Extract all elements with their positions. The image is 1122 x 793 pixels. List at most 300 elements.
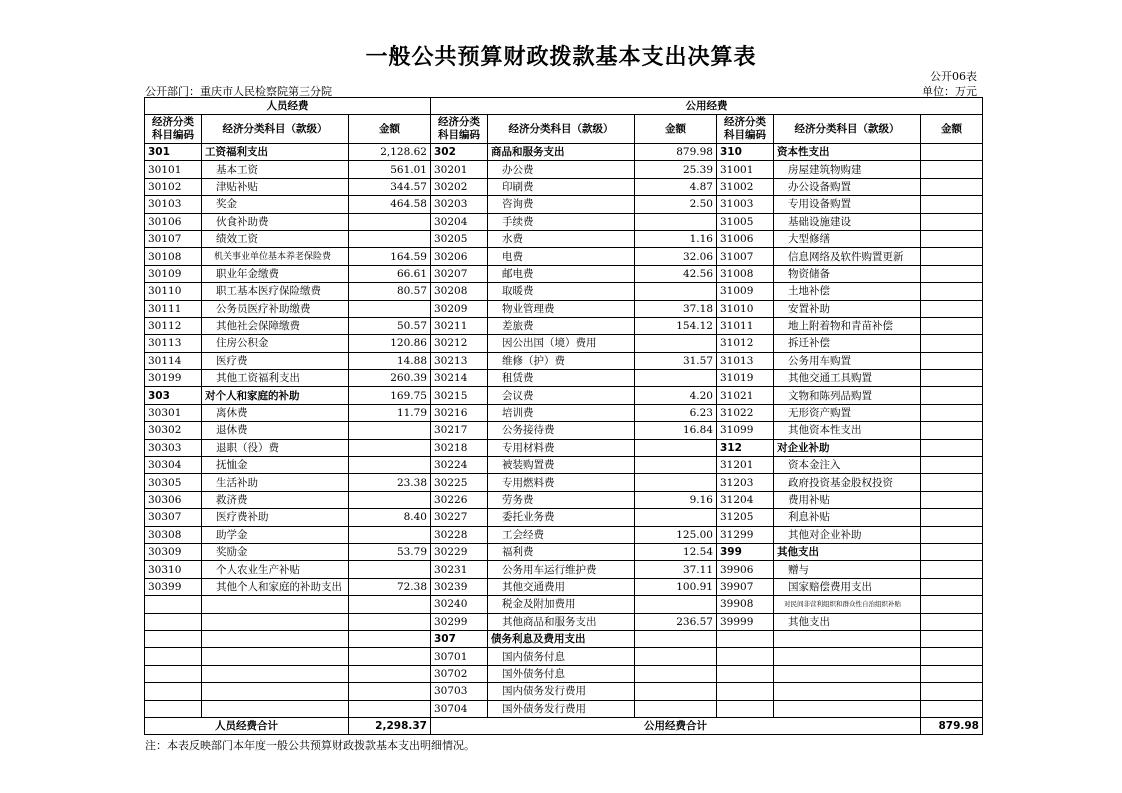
amount-cell: 8.40 xyxy=(349,509,431,526)
table-row xyxy=(145,387,983,404)
item-name-cell: 利息补贴 xyxy=(774,509,921,526)
item-name-cell: 国外债务付息 xyxy=(488,665,635,682)
amount-cell xyxy=(921,248,983,265)
table-row xyxy=(145,352,983,369)
code-cell: 30239 xyxy=(431,578,488,595)
code-cell: 30304 xyxy=(145,457,202,474)
amount-cell xyxy=(635,283,717,300)
table-row xyxy=(145,213,983,230)
amount-cell xyxy=(635,213,717,230)
amount-cell xyxy=(349,613,431,630)
item-name-cell xyxy=(202,596,349,613)
code-cell: 30240 xyxy=(431,596,488,613)
item-name-cell: 其他社会保障缴费 xyxy=(202,317,349,334)
code-cell: 31203 xyxy=(717,474,774,491)
item-name-cell: 税金及附加费用 xyxy=(488,596,635,613)
item-name-cell: 公务员医疗补助缴费 xyxy=(202,300,349,317)
amount-cell xyxy=(349,439,431,456)
amount-cell xyxy=(349,526,431,543)
item-name-cell: 邮电费 xyxy=(488,265,635,282)
amount-cell: 11.79 xyxy=(349,404,431,421)
amount-cell xyxy=(349,648,431,665)
table-row xyxy=(145,422,983,439)
item-name-cell: 绩效工资 xyxy=(202,230,349,247)
item-name-cell: 专用设备购置 xyxy=(774,196,921,213)
amount-cell xyxy=(921,474,983,491)
amount-cell: 125.00 xyxy=(635,526,717,543)
item-name-cell xyxy=(202,630,349,647)
code-cell: 31009 xyxy=(717,283,774,300)
item-name-cell: 电费 xyxy=(488,248,635,265)
code-cell xyxy=(717,630,774,647)
item-name-cell: 安置补助 xyxy=(774,300,921,317)
code-cell: 31201 xyxy=(717,457,774,474)
item-name-cell: 助学金 xyxy=(202,526,349,543)
amount-cell xyxy=(921,213,983,230)
code-cell: 30113 xyxy=(145,335,202,352)
amount-cell xyxy=(349,700,431,717)
col-amount-header: 金额 xyxy=(635,115,717,144)
amount-cell: 42.56 xyxy=(635,265,717,282)
table-row xyxy=(145,230,983,247)
item-name-cell: 其他商品和服务支出 xyxy=(488,613,635,630)
code-cell: 30215 xyxy=(431,387,488,404)
item-name-cell: 咨询费 xyxy=(488,196,635,213)
personnel-total-label: 人员经费合计 xyxy=(145,717,349,734)
unit-label: 单位：万元 xyxy=(922,85,977,98)
item-name-cell: 个人农业生产补贴 xyxy=(202,561,349,578)
code-cell: 30301 xyxy=(145,404,202,421)
amount-cell xyxy=(921,283,983,300)
code-cell: 30704 xyxy=(431,700,488,717)
amount-cell xyxy=(349,683,431,700)
item-name-cell: 赠与 xyxy=(774,561,921,578)
code-cell: 31011 xyxy=(717,317,774,334)
item-name-cell: 其他个人和家庭的补助支出 xyxy=(202,578,349,595)
code-cell: 30303 xyxy=(145,439,202,456)
amount-cell: 4.20 xyxy=(635,387,717,404)
amount-cell xyxy=(635,648,717,665)
code-cell: 30203 xyxy=(431,196,488,213)
code-cell: 30228 xyxy=(431,526,488,543)
amount-cell xyxy=(635,370,717,387)
amount-cell xyxy=(921,596,983,613)
amount-cell: 344.57 xyxy=(349,178,431,195)
code-cell: 31012 xyxy=(717,335,774,352)
amount-cell xyxy=(349,230,431,247)
amount-cell xyxy=(921,683,983,700)
code-cell: 31006 xyxy=(717,230,774,247)
code-cell: 39907 xyxy=(717,578,774,595)
code-cell: 30114 xyxy=(145,352,202,369)
table-row xyxy=(145,474,983,491)
item-name-cell: 公务用车运行维护费 xyxy=(488,561,635,578)
item-name-cell: 手续费 xyxy=(488,213,635,230)
amount-cell xyxy=(349,457,431,474)
amount-cell: 2,128.62 xyxy=(349,144,431,161)
code-cell: 30212 xyxy=(431,335,488,352)
table-row xyxy=(145,300,983,317)
amount-cell: 72.38 xyxy=(349,578,431,595)
code-cell xyxy=(145,613,202,630)
amount-cell: 53.79 xyxy=(349,543,431,560)
item-name-cell: 文物和陈列品购置 xyxy=(774,387,921,404)
code-cell: 31299 xyxy=(717,526,774,543)
amount-cell xyxy=(635,683,717,700)
amount-cell xyxy=(921,161,983,178)
code-cell: 30204 xyxy=(431,213,488,230)
item-name-cell: 租赁费 xyxy=(488,370,635,387)
amount-cell: 561.01 xyxy=(349,161,431,178)
table-row xyxy=(145,509,983,526)
item-name-cell: 机关事业单位基本养老保险费 xyxy=(202,248,349,265)
amount-cell xyxy=(921,178,983,195)
item-name-cell: 资本性支出 xyxy=(774,144,921,161)
amount-cell: 31.57 xyxy=(635,352,717,369)
amount-cell: 23.38 xyxy=(349,474,431,491)
item-name-cell xyxy=(202,613,349,630)
code-cell: 30702 xyxy=(431,665,488,682)
amount-cell: 236.57 xyxy=(635,613,717,630)
table-row xyxy=(145,457,983,474)
amount-cell xyxy=(635,474,717,491)
table-row xyxy=(145,283,983,300)
amount-cell xyxy=(349,596,431,613)
code-cell: 30209 xyxy=(431,300,488,317)
code-cell: 30308 xyxy=(145,526,202,543)
code-cell: 30206 xyxy=(431,248,488,265)
code-cell: 31021 xyxy=(717,387,774,404)
code-cell: 31001 xyxy=(717,161,774,178)
code-cell: 30213 xyxy=(431,352,488,369)
code-cell: 30701 xyxy=(431,648,488,665)
table-row xyxy=(145,265,983,282)
item-name-cell: 其他交通工具购置 xyxy=(774,370,921,387)
item-name-cell: 培训费 xyxy=(488,404,635,421)
amount-cell xyxy=(921,144,983,161)
table-row xyxy=(145,335,983,352)
amount-cell: 16.84 xyxy=(635,422,717,439)
code-cell: 30109 xyxy=(145,265,202,282)
code-cell: 30218 xyxy=(431,439,488,456)
item-name-cell: 公务接待费 xyxy=(488,422,635,439)
code-cell xyxy=(717,665,774,682)
item-name-cell: 物资储备 xyxy=(774,265,921,282)
item-name-cell xyxy=(774,700,921,717)
col-code-header: 经济分类科目编码 xyxy=(717,115,774,144)
amount-cell xyxy=(921,230,983,247)
item-name-cell: 差旅费 xyxy=(488,317,635,334)
item-name-cell: 国外债务发行费用 xyxy=(488,700,635,717)
table-row xyxy=(145,404,983,421)
amount-cell: 14.88 xyxy=(349,352,431,369)
amount-cell: 879.98 xyxy=(635,144,717,161)
code-cell: 30214 xyxy=(431,370,488,387)
item-name-cell xyxy=(202,648,349,665)
code-cell: 30703 xyxy=(431,683,488,700)
amount-cell: 12.54 xyxy=(635,543,717,560)
code-cell: 31013 xyxy=(717,352,774,369)
form-number: 公开06表 xyxy=(930,70,977,83)
item-name-cell: 会议费 xyxy=(488,387,635,404)
code-cell: 30205 xyxy=(431,230,488,247)
table-row xyxy=(145,648,983,665)
item-name-cell: 大型修缮 xyxy=(774,230,921,247)
item-name-cell: 国内债务发行费用 xyxy=(488,683,635,700)
col-code-header: 经济分类科目编码 xyxy=(145,115,202,144)
item-name-cell: 其他工资福利支出 xyxy=(202,370,349,387)
table-row xyxy=(145,665,983,682)
code-cell: 30108 xyxy=(145,248,202,265)
code-cell xyxy=(145,683,202,700)
table-row xyxy=(145,630,983,647)
item-name-cell: 办公费 xyxy=(488,161,635,178)
code-cell xyxy=(717,648,774,665)
code-cell: 307 xyxy=(431,630,488,647)
amount-cell xyxy=(635,665,717,682)
amount-cell xyxy=(635,335,717,352)
amount-cell: 120.86 xyxy=(349,335,431,352)
amount-cell xyxy=(635,509,717,526)
amount-cell xyxy=(635,596,717,613)
item-name-cell xyxy=(774,648,921,665)
code-cell: 30226 xyxy=(431,491,488,508)
amount-cell xyxy=(921,491,983,508)
amount-cell xyxy=(349,561,431,578)
amount-cell: 80.57 xyxy=(349,283,431,300)
table-row xyxy=(145,144,983,161)
amount-cell xyxy=(349,630,431,647)
amount-cell xyxy=(635,457,717,474)
amount-cell: 66.61 xyxy=(349,265,431,282)
code-cell: 30224 xyxy=(431,457,488,474)
public-total-value: 879.98 xyxy=(921,717,983,734)
item-name-cell: 退职（役）费 xyxy=(202,439,349,456)
code-cell: 31022 xyxy=(717,404,774,421)
item-name-cell: 被装购置费 xyxy=(488,457,635,474)
item-name-cell: 资本金注入 xyxy=(774,457,921,474)
item-name-cell: 其他对企业补助 xyxy=(774,526,921,543)
code-cell: 31205 xyxy=(717,509,774,526)
item-name-cell: 奖金 xyxy=(202,196,349,213)
amount-cell: 32.06 xyxy=(635,248,717,265)
col-amount-header: 金额 xyxy=(349,115,431,144)
item-name-cell: 物业管理费 xyxy=(488,300,635,317)
code-cell: 30302 xyxy=(145,422,202,439)
code-cell: 30216 xyxy=(431,404,488,421)
code-cell: 30201 xyxy=(431,161,488,178)
item-name-cell: 水费 xyxy=(488,230,635,247)
amount-cell xyxy=(921,526,983,543)
item-name-cell: 印刷费 xyxy=(488,178,635,195)
item-name-cell: 委托业务费 xyxy=(488,509,635,526)
table-row xyxy=(145,561,983,578)
code-cell: 30229 xyxy=(431,543,488,560)
amount-cell: 37.18 xyxy=(635,300,717,317)
item-name-cell: 拆迁补偿 xyxy=(774,335,921,352)
table-row xyxy=(145,439,983,456)
item-name-cell: 生活补助 xyxy=(202,474,349,491)
table-row xyxy=(145,683,983,700)
code-cell: 31204 xyxy=(717,491,774,508)
amount-cell xyxy=(921,700,983,717)
item-name-cell: 对民间非营利组织和群众性自治组织补贴 xyxy=(774,596,921,613)
item-name-cell: 办公设备购置 xyxy=(774,178,921,195)
amount-cell xyxy=(921,352,983,369)
code-cell: 30231 xyxy=(431,561,488,578)
amount-cell xyxy=(921,387,983,404)
item-name-cell: 津贴补贴 xyxy=(202,178,349,195)
item-name-cell: 福利费 xyxy=(488,543,635,560)
item-name-cell: 国内债务付息 xyxy=(488,648,635,665)
item-name-cell: 其他资本性支出 xyxy=(774,422,921,439)
code-cell xyxy=(717,683,774,700)
item-name-cell: 专用材料费 xyxy=(488,439,635,456)
code-cell: 30225 xyxy=(431,474,488,491)
expenditure-table xyxy=(144,97,983,735)
amount-cell xyxy=(349,422,431,439)
code-cell: 30399 xyxy=(145,578,202,595)
code-cell: 30101 xyxy=(145,161,202,178)
amount-cell xyxy=(635,439,717,456)
code-cell xyxy=(717,700,774,717)
item-name-cell: 医疗费 xyxy=(202,352,349,369)
item-name-cell: 救济费 xyxy=(202,491,349,508)
table-row xyxy=(145,700,983,717)
item-name-cell: 信息网络及软件购置更新 xyxy=(774,248,921,265)
amount-cell xyxy=(349,213,431,230)
code-cell xyxy=(145,700,202,717)
item-name-cell: 土地补偿 xyxy=(774,283,921,300)
code-cell: 30307 xyxy=(145,509,202,526)
amount-cell xyxy=(921,422,983,439)
table-row xyxy=(145,248,983,265)
code-cell: 30199 xyxy=(145,370,202,387)
amount-cell xyxy=(921,578,983,595)
code-cell: 31002 xyxy=(717,178,774,195)
amount-cell xyxy=(921,439,983,456)
amount-cell xyxy=(349,491,431,508)
item-name-cell xyxy=(774,665,921,682)
amount-cell xyxy=(921,543,983,560)
code-cell: 31019 xyxy=(717,370,774,387)
code-cell: 30106 xyxy=(145,213,202,230)
table-row xyxy=(145,317,983,334)
code-cell: 302 xyxy=(431,144,488,161)
code-cell: 30217 xyxy=(431,422,488,439)
item-name-cell: 其他支出 xyxy=(774,613,921,630)
item-name-cell: 其他交通费用 xyxy=(488,578,635,595)
department-label: 公开部门：重庆市人民检察院第三分院 xyxy=(145,85,332,98)
item-name-cell: 房屋建筑物购建 xyxy=(774,161,921,178)
amount-cell xyxy=(921,561,983,578)
col-code-header: 经济分类科目编码 xyxy=(431,115,488,144)
amount-cell xyxy=(921,317,983,334)
amount-cell xyxy=(921,665,983,682)
amount-cell: 464.58 xyxy=(349,196,431,213)
code-cell: 30306 xyxy=(145,491,202,508)
item-name-cell: 维修（护）费 xyxy=(488,352,635,369)
amount-cell xyxy=(349,300,431,317)
code-cell xyxy=(145,630,202,647)
code-cell: 310 xyxy=(717,144,774,161)
amount-cell xyxy=(921,335,983,352)
item-name-cell: 地上附着物和青苗补偿 xyxy=(774,317,921,334)
item-name-cell: 基本工资 xyxy=(202,161,349,178)
item-name-cell xyxy=(774,630,921,647)
item-name-cell xyxy=(202,665,349,682)
item-name-cell: 工会经费 xyxy=(488,526,635,543)
code-cell: 31099 xyxy=(717,422,774,439)
code-cell xyxy=(145,596,202,613)
code-cell: 30111 xyxy=(145,300,202,317)
amount-cell: 100.91 xyxy=(635,578,717,595)
table-row xyxy=(145,526,983,543)
amount-cell: 1.16 xyxy=(635,230,717,247)
table-row xyxy=(145,613,983,630)
amount-cell xyxy=(921,196,983,213)
table-row xyxy=(145,491,983,508)
code-cell: 30310 xyxy=(145,561,202,578)
amount-cell xyxy=(921,370,983,387)
code-cell: 31008 xyxy=(717,265,774,282)
amount-cell xyxy=(921,404,983,421)
code-cell: 30309 xyxy=(145,543,202,560)
item-name-cell: 住房公积金 xyxy=(202,335,349,352)
code-cell: 39906 xyxy=(717,561,774,578)
amount-cell xyxy=(921,509,983,526)
personnel-total-value: 2,298.37 xyxy=(349,717,431,734)
code-cell: 30305 xyxy=(145,474,202,491)
code-cell: 30103 xyxy=(145,196,202,213)
amount-cell: 6.23 xyxy=(635,404,717,421)
code-cell xyxy=(145,648,202,665)
item-name-cell xyxy=(774,683,921,700)
col-amount-header: 金额 xyxy=(921,115,983,144)
personnel-header: 人员经费 xyxy=(145,98,431,115)
item-name-cell: 职工基本医疗保险缴费 xyxy=(202,283,349,300)
item-name-cell xyxy=(202,700,349,717)
item-name-cell: 取暖费 xyxy=(488,283,635,300)
code-cell: 30202 xyxy=(431,178,488,195)
item-name-cell xyxy=(202,683,349,700)
item-name-cell: 专用燃料费 xyxy=(488,474,635,491)
amount-cell: 37.11 xyxy=(635,561,717,578)
amount-cell xyxy=(921,630,983,647)
code-cell: 39908 xyxy=(717,596,774,613)
item-name-cell: 公务用车购置 xyxy=(774,352,921,369)
total-row xyxy=(145,717,983,734)
item-name-cell: 政府投资基金股权投资 xyxy=(774,474,921,491)
amount-cell: 169.75 xyxy=(349,387,431,404)
code-cell: 30208 xyxy=(431,283,488,300)
item-name-cell: 费用补贴 xyxy=(774,491,921,508)
item-name-cell: 因公出国（境）费用 xyxy=(488,335,635,352)
amount-cell xyxy=(635,630,717,647)
code-cell: 312 xyxy=(717,439,774,456)
code-cell: 30299 xyxy=(431,613,488,630)
footnote: 注：本表反映部门本年度一般公共预算财政拨款基本支出明细情况。 xyxy=(145,739,475,752)
group-header-row xyxy=(145,98,983,115)
amount-cell: 260.39 xyxy=(349,370,431,387)
code-cell: 399 xyxy=(717,543,774,560)
code-cell: 301 xyxy=(145,144,202,161)
column-header-row xyxy=(145,115,983,144)
code-cell xyxy=(145,665,202,682)
code-cell: 31005 xyxy=(717,213,774,230)
code-cell: 30102 xyxy=(145,178,202,195)
amount-cell xyxy=(921,300,983,317)
